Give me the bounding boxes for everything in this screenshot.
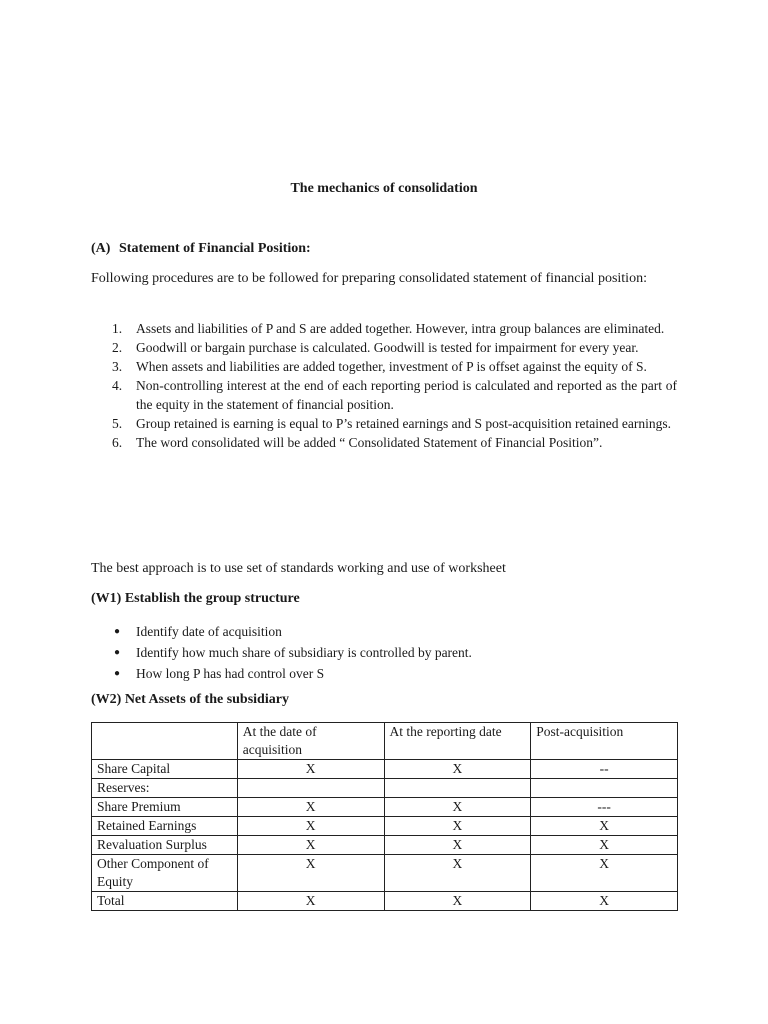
- section-a-heading: [91, 241, 311, 257]
- table-cell: Share Capital: [92, 760, 238, 779]
- bullet-icon: ●: [114, 647, 121, 658]
- table-row: [92, 798, 678, 817]
- w2-heading: (W2) Net Assets of the subsidiary: [91, 692, 289, 707]
- table-cell: ---: [531, 798, 678, 817]
- table-cell: Reserves:: [92, 779, 238, 798]
- table-cell: X: [531, 817, 678, 836]
- table-row: [92, 836, 678, 855]
- w1-bullet-list: [91, 621, 472, 684]
- list-item: [91, 433, 677, 452]
- list-text: Goodwill or bargain purchase is calculated. Goodwill is tested for impairment for every year.: [136, 340, 639, 355]
- table-cell: X: [384, 798, 531, 817]
- bullet-text: Identify how much share of subsidiary is controlled by parent.: [136, 645, 472, 660]
- table-cell: X: [531, 892, 678, 911]
- list-item: [91, 621, 472, 642]
- table-cell: X: [384, 892, 531, 911]
- table-row: [92, 892, 678, 911]
- list-number: 1.: [112, 321, 123, 336]
- section-a-intro: Following procedures are to be followed for preparing consolidated statement of financial position:: [91, 271, 647, 286]
- bullet-icon: ●: [114, 626, 121, 637]
- table-cell: X: [237, 817, 384, 836]
- table-header-cell: Post-acquisition: [531, 723, 678, 760]
- table-row: [92, 855, 678, 892]
- best-approach-text: The best approach is to use set of standards working and use of worksheet: [91, 561, 506, 576]
- list-item: [91, 642, 472, 663]
- list-item: [91, 376, 677, 414]
- list-text: Non-controlling interest at the end of each reporting period is calculated and reported as the part of the equity in the statement of financial position.: [136, 378, 677, 412]
- page-title: The mechanics of consolidation: [290, 181, 478, 196]
- list-item: [91, 338, 677, 357]
- list-text: Assets and liabilities of P and S are added together. However, intra group balances are eliminated.: [136, 321, 665, 336]
- bullet-text: Identify date of acquisition: [136, 624, 282, 639]
- table-cell: X: [384, 760, 531, 779]
- table-cell: X: [237, 798, 384, 817]
- list-text: The word consolidated will be added “ Consolidated Statement of Financial Position”.: [136, 435, 603, 450]
- table-cell: X: [384, 836, 531, 855]
- table-row: [92, 760, 678, 779]
- table-cell: X: [237, 836, 384, 855]
- list-number: 5.: [112, 416, 123, 431]
- table-cell: Other Component of Equity: [92, 855, 238, 892]
- table-cell: Total: [92, 892, 238, 911]
- table-header-cell: At the reporting date: [384, 723, 531, 760]
- list-number: 6.: [112, 435, 123, 450]
- list-number: 2.: [112, 340, 123, 355]
- table-cell: Share Premium: [92, 798, 238, 817]
- net-assets-table: [91, 722, 678, 911]
- table-row: [92, 817, 678, 836]
- bullet-icon: ●: [114, 668, 121, 679]
- table-cell: [384, 779, 531, 798]
- table-cell: Revaluation Surplus: [92, 836, 238, 855]
- list-item: [91, 414, 677, 433]
- table-cell: [237, 779, 384, 798]
- table-header-cell: At the date of acquisition: [237, 723, 384, 760]
- table-cell: X: [531, 855, 678, 892]
- list-text: When assets and liabilities are added together, investment of P is offset against the equity of S.: [136, 359, 647, 374]
- section-a-number: (A): [91, 241, 111, 256]
- table-cell: [531, 779, 678, 798]
- table-cell: X: [384, 817, 531, 836]
- table-cell: X: [237, 892, 384, 911]
- table-cell: Retained Earnings: [92, 817, 238, 836]
- section-a-title: Statement of Financial Position:: [119, 241, 311, 256]
- list-item: [91, 319, 677, 338]
- table-cell: --: [531, 760, 678, 779]
- procedures-list: [91, 319, 677, 452]
- list-item: [91, 663, 472, 684]
- table-cell: X: [384, 855, 531, 892]
- list-item: [91, 357, 677, 376]
- table-cell: X: [237, 855, 384, 892]
- table-row: [92, 779, 678, 798]
- list-number: 4.: [112, 378, 123, 393]
- table-cell: X: [237, 760, 384, 779]
- w1-heading: (W1) Establish the group structure: [91, 591, 300, 606]
- table-header-row: [92, 723, 678, 760]
- table-header-cell: [92, 723, 238, 760]
- list-text: Group retained is earning is equal to P’s retained earnings and S post-acquisition retained earnings.: [136, 416, 671, 431]
- bullet-text: How long P has had control over S: [136, 666, 325, 681]
- list-number: 3.: [112, 359, 123, 374]
- table-cell: X: [531, 836, 678, 855]
